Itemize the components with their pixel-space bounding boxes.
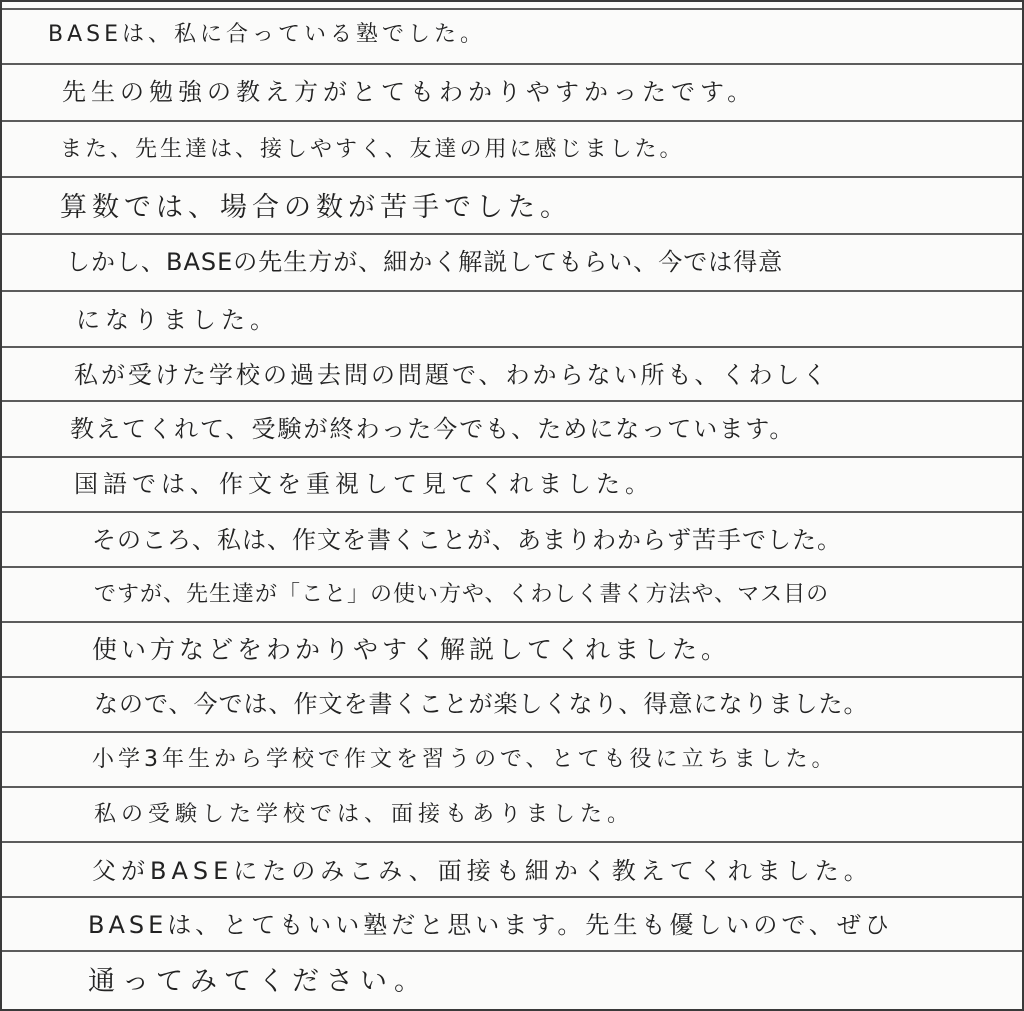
ruled-line: [2, 621, 1024, 623]
essay-line: 国語では、作文を重視して見てくれました。: [74, 470, 654, 498]
essay-line: また、先生達は、接しやすく、友達の用に感じました。: [60, 137, 685, 162]
essay-line: ですが、先生達が「こと」の使い方や、くわしく書く方法や、マス目の: [94, 582, 830, 607]
essay-line: 私の受験した学校では、面接もありました。: [94, 802, 635, 827]
essay-line: BASEは、私に合っている塾でした。: [48, 22, 487, 47]
ruled-line: [2, 346, 1024, 348]
essay-line: になりました。: [76, 306, 279, 334]
essay-line: なので、今では、作文を書くことが楽しくなり、得意になりました。: [94, 690, 869, 718]
ruled-line: [2, 786, 1024, 788]
ruled-line: [2, 63, 1024, 65]
ruled-line: [2, 400, 1024, 402]
ruled-line: [2, 731, 1024, 733]
essay-line: 父がBASEにたのみこみ、面接も細かく教えてくれました。: [92, 857, 873, 885]
ruled-line: [2, 8, 1024, 10]
essay-line: 使い方などをわかりやすく解説してくれました。: [92, 635, 731, 664]
ruled-line: [2, 511, 1024, 513]
ruled-line: [2, 676, 1024, 678]
essay-line: 先生の勉強の教え方がとてもわかりやすかったです。: [62, 78, 757, 106]
ruled-line: [2, 176, 1024, 178]
essay-line: 私が受けた学校の過去問の問題で、わからない所も、くわしく: [74, 361, 830, 389]
essay-line: BASEは、とてもいい塾だと思います。先生も優しいので、ぜひ: [88, 911, 893, 939]
essay-line: 通ってみてください。: [88, 966, 428, 997]
ruled-line: [2, 233, 1024, 235]
ruled-line: [2, 456, 1024, 458]
ruled-line: [2, 896, 1024, 898]
ruled-line: [2, 950, 1024, 952]
essay-line: 算数では、場合の数が苦手でした。: [60, 192, 572, 223]
ruled-line: [2, 566, 1024, 568]
essay-line: そのころ、私は、作文を書くことが、あまりわからず苦手でした。: [92, 526, 842, 554]
ruled-line: [2, 841, 1024, 843]
essay-line: しかし、BASEの先生方が、細かく解説してもらい、今では得意: [66, 248, 784, 276]
ruled-line: [2, 290, 1024, 292]
essay-line: 教えてくれて、受験が終わった今でも、ためになっています。: [70, 415, 796, 443]
essay-line: 小学3年生から学校で作文を習うので、とても役に立ちました。: [92, 747, 838, 772]
ruled-line: [2, 120, 1024, 122]
